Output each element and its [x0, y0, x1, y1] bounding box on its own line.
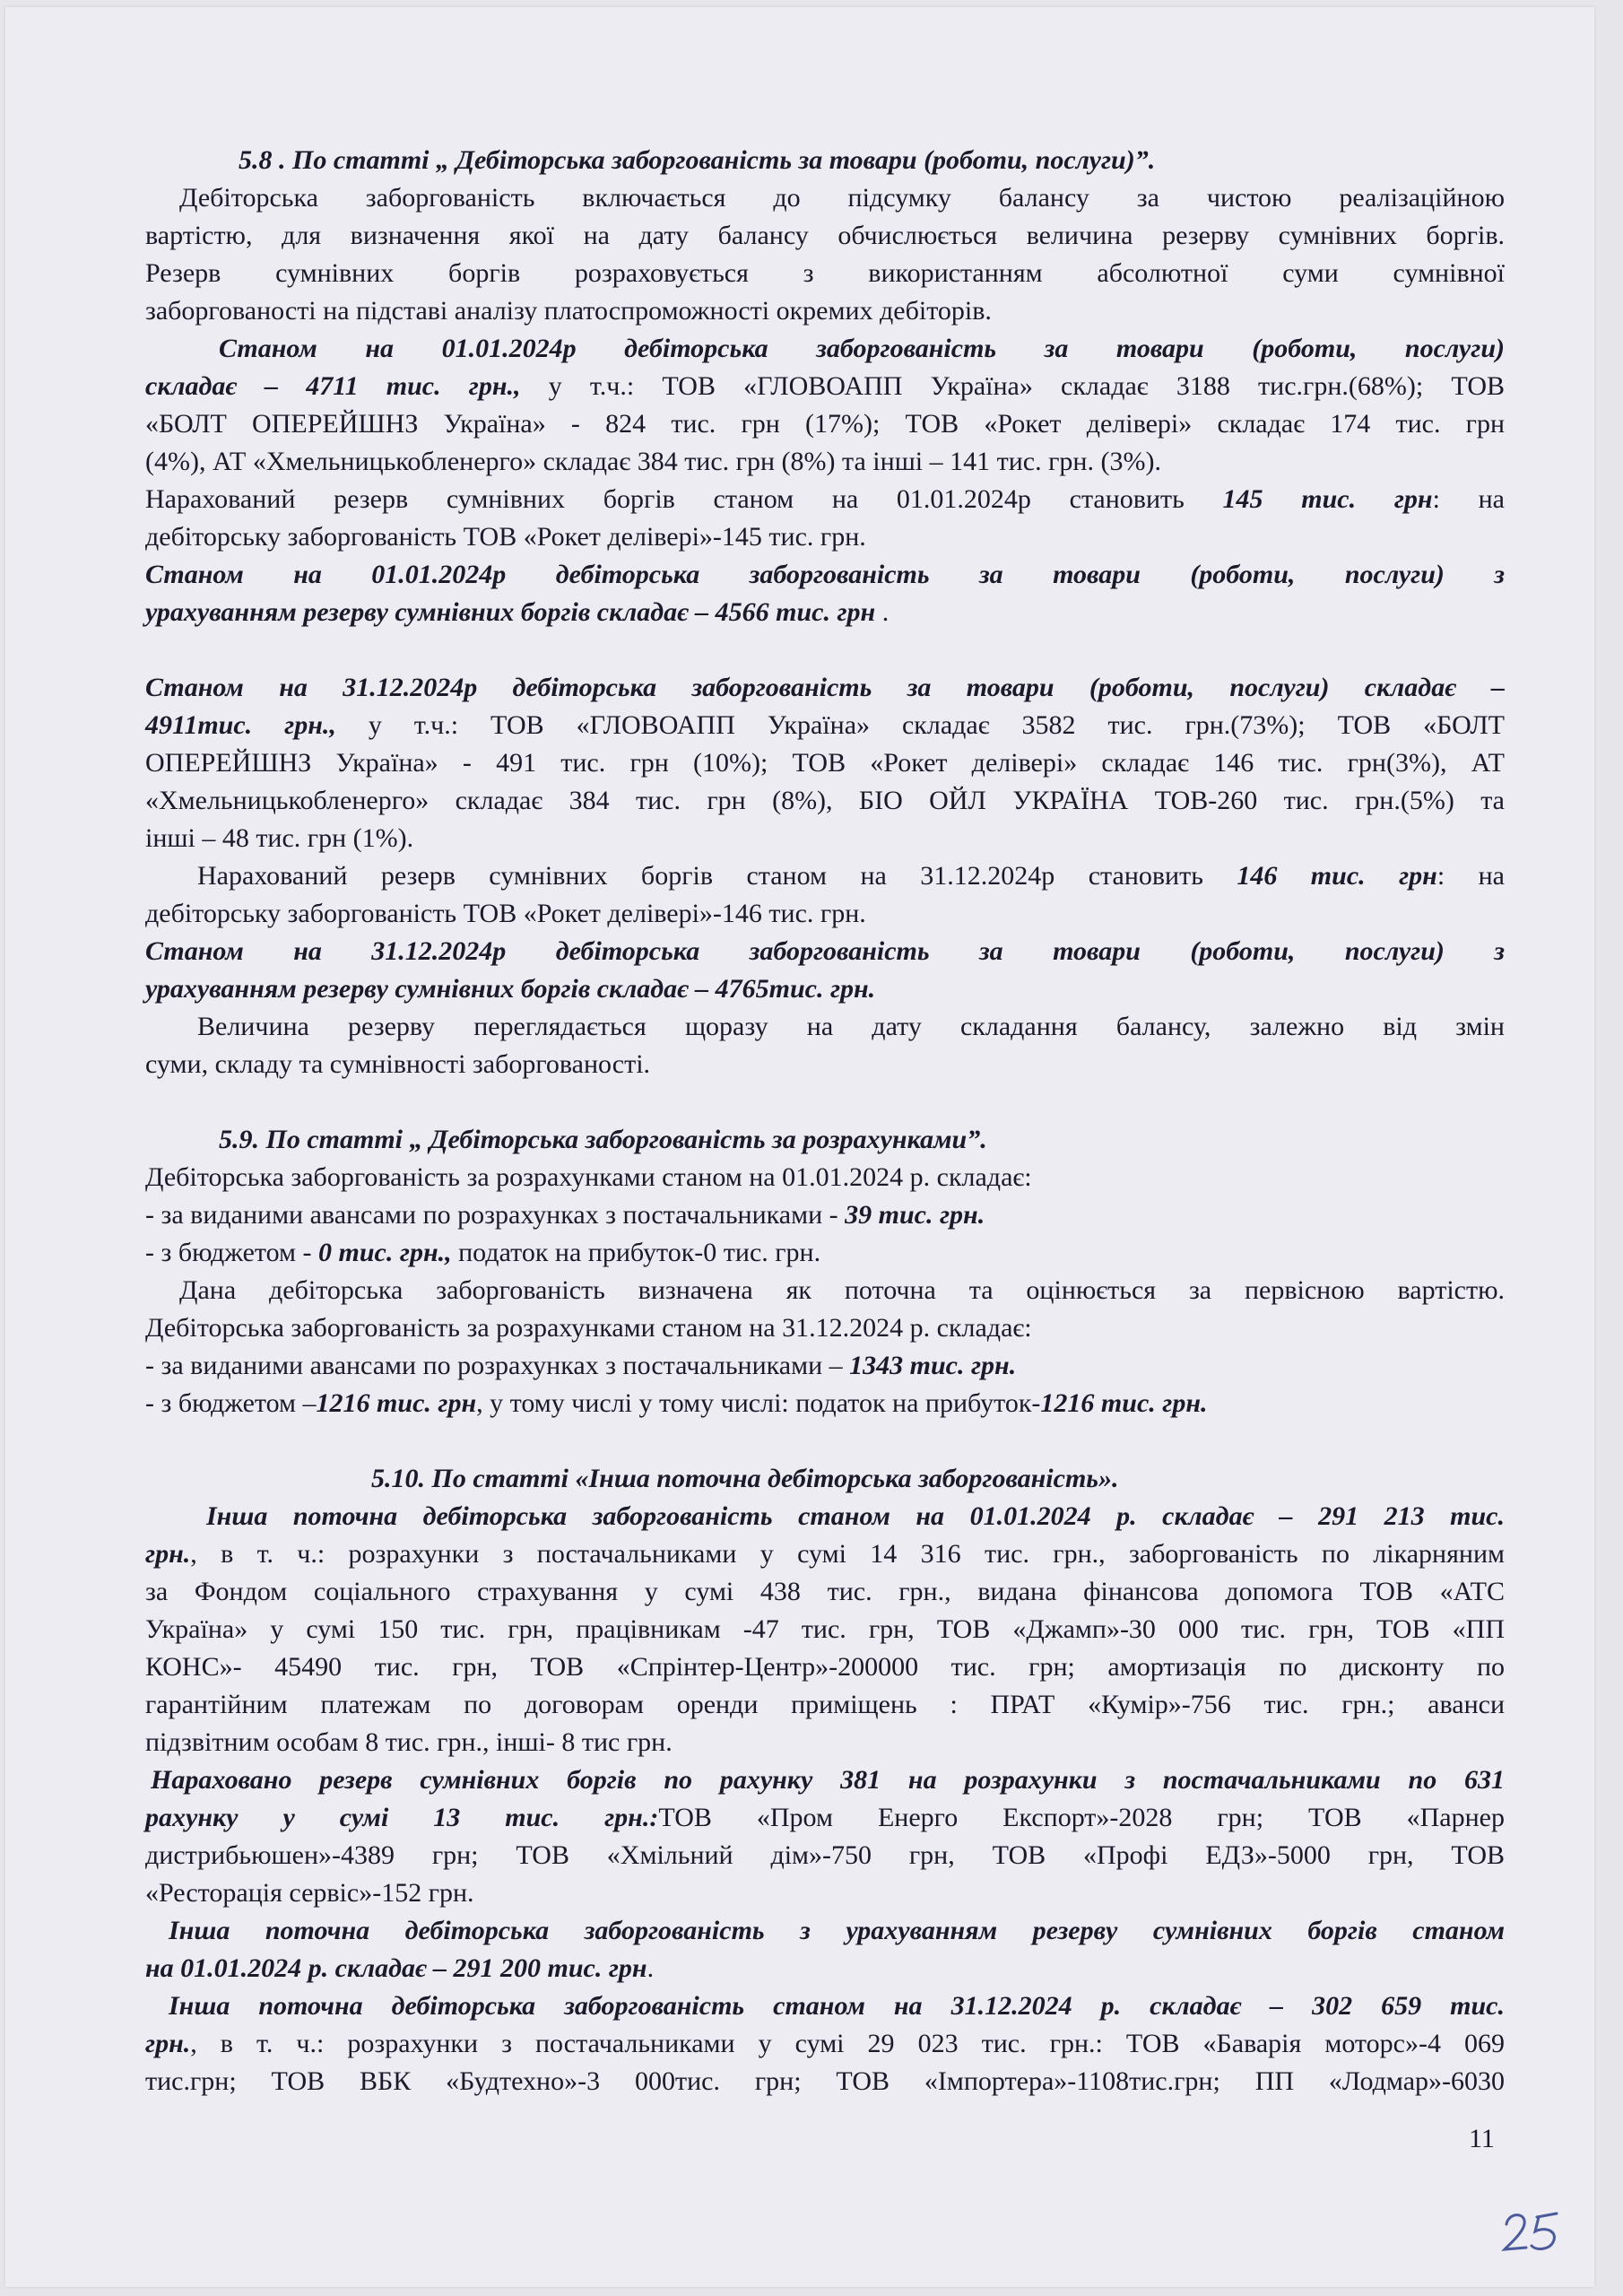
text-run: «БОЛТ ОПЕРЕЙШНЗ Україна» - 824 тис. грн (17%); ТОВ «Рокет делівері» складає 174 тис. грн	[145, 409, 1505, 439]
text-run: Дебіторська заборгованість за розрахунками станом на 01.01.2024 р. складає:	[145, 1162, 1032, 1192]
paragraph-line	[145, 1272, 1505, 1309]
paragraph-line	[145, 217, 1505, 255]
text-run: , в т. ч.: розрахунки з постачальниками у сумі 29 023 тис. грн.: ТОВ «Баварія моторс»-4 069	[190, 2029, 1505, 2058]
paragraph-line	[145, 1611, 1505, 1648]
paragraph-line	[145, 2025, 1505, 2063]
paragraph-line	[145, 368, 1505, 405]
text-run: Резерв сумнівних боргів розраховується з використанням абсолютної суми сумнівної	[145, 258, 1505, 288]
paragraph-line	[145, 970, 1505, 1008]
paragraph-line	[145, 1309, 1505, 1347]
emphasized-text: 1216 тис. грн.	[1040, 1388, 1208, 1418]
heading-5-10	[145, 1460, 1505, 1498]
text-run: : на	[1436, 861, 1505, 891]
text-run: Нарахований резерв сумнівних боргів станом на 31.12.2024р становить	[197, 861, 1237, 891]
emphasized-text: 146 тис. грн	[1237, 861, 1437, 891]
text-run: «Ресторація сервіс»-152 грн.	[145, 1878, 474, 1908]
emphasized-text: Станом на 31.12.2024р дебіторська заборгованість за товари (роботи, послуги) складає –	[145, 673, 1505, 702]
heading-5-9	[145, 1121, 1505, 1159]
text-run: : на	[1432, 484, 1505, 514]
paragraph-line	[145, 1573, 1505, 1611]
paragraph-line	[145, 1874, 1505, 1912]
paragraph-line	[145, 1347, 1505, 1385]
emphasized-text: урахуванням резерву сумнівних боргів складає – 4765тис. грн.	[145, 974, 876, 1004]
emphasized-text: 145 тис. грн	[1222, 484, 1433, 514]
blank-line	[145, 1422, 1505, 1460]
text-run: «Хмельницькобленерго» складає 384 тис. грн (8%), БІО ОЙЛ УКРАЇНА ТОВ-260 тис. грн.(5%) та	[145, 786, 1505, 815]
emphasized-text: 1216 тис. грн	[316, 1388, 477, 1418]
text-run: Україна» у сумі 150 тис. грн, працівникам -47 тис. грн, ТОВ «Джамп»-30 000 тис. грн, ТОВ «ПП	[145, 1614, 1505, 1644]
blank-line	[145, 631, 1505, 669]
handwritten-page-number	[1501, 2206, 1566, 2257]
text-run: тис.грн; ТОВ ВБК «Будтехно»-3 000тис. грн; ТОВ «Імпортера»-1108тис.грн; ПП «Лодмар»-6030	[145, 2066, 1505, 2096]
page-number: 11	[1469, 2124, 1495, 2153]
text-run: Нарахований резерв сумнівних боргів станом на 01.01.2024р становить	[145, 484, 1223, 514]
blank-line	[145, 1083, 1505, 1121]
emphasized-text: Нараховано резерв сумнівних боргів по рахунку 381 на розрахунки з постачальниками по 631	[151, 1765, 1505, 1795]
emphasized-text: 39 тис. грн.	[845, 1200, 985, 1230]
text-run: податок на прибуток-0 тис. грн.	[451, 1238, 821, 1267]
text-run: підзвітним особам 8 тис. грн., інші- 8 тис грн.	[145, 1727, 673, 1757]
text-run: - з бюджетом -	[145, 1238, 319, 1267]
paragraph-line	[145, 556, 1505, 594]
paragraph-line	[145, 1498, 1505, 1535]
paragraph-line	[145, 2063, 1505, 2100]
paragraph-line	[145, 330, 1505, 368]
paragraph-line	[145, 744, 1505, 782]
paragraph-line	[145, 1385, 1505, 1422]
paragraph-line	[145, 1008, 1505, 1046]
text-run: ОПЕРЕЙШНЗ Україна» - 491 тис. грн (10%); ТОВ «Рокет делівері» складає 146 тис. грн(3%), АТ	[145, 748, 1505, 778]
text-run: Дебіторська заборгованість включається до підсумку балансу за чистою реалізаційною	[179, 183, 1505, 213]
text-run: , у тому числі у тому числі: податок на прибуток-	[476, 1388, 1041, 1418]
paragraph-line	[145, 1761, 1505, 1799]
emphasized-text: 5.10. По статті «Інша поточна дебіторська заборгованість».	[371, 1464, 1119, 1493]
text-run: - за виданими авансами по розрахунках з постачальниками –	[145, 1351, 850, 1380]
text-run: дебіторську заборгованість ТОВ «Рокет делівері»-146 тис. грн.	[145, 899, 866, 928]
paragraph-line	[145, 443, 1505, 481]
emphasized-text: Станом на 01.01.2024р дебіторська заборгованість за товари (роботи, послуги) з	[145, 560, 1505, 589]
paragraph-line	[145, 857, 1505, 895]
paragraph-line	[145, 707, 1505, 744]
paragraph-line	[145, 1686, 1505, 1724]
text-run: гарантійним платежам по договорам оренди приміщень : ПРАТ «Кумір»-756 тис. грн.; аванси	[145, 1690, 1505, 1719]
paragraph-line	[145, 1648, 1505, 1686]
emphasized-text: Інша поточна дебіторська заборгованість станом на 01.01.2024 р. складає – 291 213 тис.	[206, 1501, 1505, 1531]
paragraph-line	[145, 1987, 1505, 2025]
paragraph-line	[145, 1912, 1505, 1950]
emphasized-text: на 01.01.2024 р. складає – 291 200 тис. грн	[145, 1953, 647, 1983]
document-body	[145, 142, 1505, 2100]
paragraph-line	[145, 669, 1505, 707]
text-run: - з бюджетом –	[145, 1388, 317, 1418]
paragraph-line	[145, 1159, 1505, 1196]
paragraph-line	[145, 179, 1505, 217]
paragraph-line	[145, 292, 1505, 330]
emphasized-text: Станом на 31.12.2024р дебіторська заборгованість за товари (роботи, послуги) з	[145, 936, 1505, 966]
paragraph-line	[145, 1799, 1505, 1837]
paragraph-line	[145, 933, 1505, 970]
document-page	[5, 7, 1594, 2287]
text-run: у т.ч.: ТОВ «ГЛОВОАПП Україна» складає 3582 тис. грн.(73%); ТОВ «БОЛТ	[335, 710, 1505, 740]
emphasized-text: урахуванням резерву сумнівних боргів складає – 4566 тис. грн	[145, 597, 876, 627]
text-run: КОНС»- 45490 тис. грн, ТОВ «Спрінтер-Центр»-200000 тис. грн; амортизація по дисконту по	[145, 1652, 1505, 1682]
paragraph-line	[145, 820, 1505, 857]
text-run: .	[875, 597, 890, 627]
paragraph-line	[145, 405, 1505, 443]
text-run: - за виданими авансами по розрахунках з постачальниками -	[145, 1200, 846, 1230]
emphasized-text: 5.8 . По статті „ Дебіторська заборгованість за товари (роботи, послуги)”.	[239, 145, 1156, 175]
paragraph-line	[145, 1724, 1505, 1761]
text-run: дебіторську заборгованість ТОВ «Рокет делівері»-145 тис. грн.	[145, 522, 866, 552]
paragraph-line	[145, 481, 1505, 518]
emphasized-text: складає – 4711 тис. грн.,	[145, 371, 521, 401]
emphasized-text: Інша поточна дебіторська заборгованість станом на 31.12.2024 р. складає – 302 659 тис.	[169, 1991, 1505, 2021]
paragraph-line	[145, 1234, 1505, 1272]
emphasized-text: 0 тис. грн.,	[318, 1238, 452, 1267]
text-run: Дана дебіторська заборгованість визначена як поточна та оцінюється за первісною вартістю.	[179, 1275, 1505, 1305]
emphasized-text: Інша поточна дебіторська заборгованість з урахуванням резерву сумнівних боргів станом	[169, 1916, 1505, 1945]
paragraph-line	[145, 1535, 1505, 1573]
paragraph-line	[145, 255, 1505, 292]
paragraph-line	[145, 895, 1505, 933]
paragraph-line	[145, 518, 1505, 556]
text-run: за Фондом соціального страхування у сумі 438 тис. грн., видана фінансова допомога ТОВ «АТС	[145, 1577, 1505, 1606]
text-run: .	[647, 1953, 655, 1983]
emphasized-text: Станом на 01.01.2024р дебіторська заборгованість за товари (роботи, послуги)	[219, 334, 1505, 363]
paragraph-line	[145, 1196, 1505, 1234]
text-run: суми, складу та сумнівності заборгованості.	[145, 1049, 651, 1079]
text-run: дистрибьюшен»-4389 грн; ТОВ «Хмільний дім»-750 грн, ТОВ «Профі ЕДЗ»-5000 грн, ТОВ	[145, 1840, 1505, 1870]
text-run: у т.ч.: ТОВ «ГЛОВОАПП Україна» складає 3188 тис.грн.(68%); ТОВ	[520, 371, 1505, 401]
paragraph-line	[145, 1046, 1505, 1083]
emphasized-text: 4911тис. грн.,	[145, 710, 336, 740]
text-run: вартістю, для визначення якої на дату балансу обчислюється величина резерву сумнівних боргів.	[145, 221, 1505, 250]
paragraph-line	[145, 1950, 1505, 1987]
text-run: (4%), АТ «Хмельницькобленерго» складає 384 тис. грн (8%) та інші – 141 тис. грн. (3%).	[145, 447, 1161, 476]
emphasized-text: 5.9. По статті „ Дебіторська заборгованість за розрахунками”.	[219, 1125, 987, 1154]
paragraph-line	[145, 1837, 1505, 1874]
text-run: ТОВ «Пром Енерго Експорт»-2028 грн; ТОВ «Парнер	[658, 1803, 1505, 1832]
emphasized-text: рахунку у сумі 13 тис. грн.:	[145, 1803, 659, 1832]
text-run: Дебіторська заборгованість за розрахунками станом на 31.12.2024 р. складає:	[145, 1313, 1032, 1343]
emphasized-text: грн.	[145, 2029, 191, 2058]
text-run: Величина резерву переглядається щоразу на дату складання балансу, залежно від змін	[197, 1012, 1505, 1041]
text-run: інші – 48 тис. грн (1%).	[145, 823, 414, 853]
text-run: , в т. ч.: розрахунки з постачальниками у сумі 14 316 тис. грн., заборгованість по лікарняним	[190, 1539, 1505, 1569]
paragraph-line	[145, 782, 1505, 820]
heading-5-8	[145, 142, 1505, 179]
text-run: заборгованості на підставі аналізу платоспроможності окремих дебіторів.	[145, 296, 992, 326]
paragraph-line	[145, 594, 1505, 631]
emphasized-text: 1343 тис. грн.	[849, 1351, 1017, 1380]
emphasized-text: грн.	[145, 1539, 191, 1569]
